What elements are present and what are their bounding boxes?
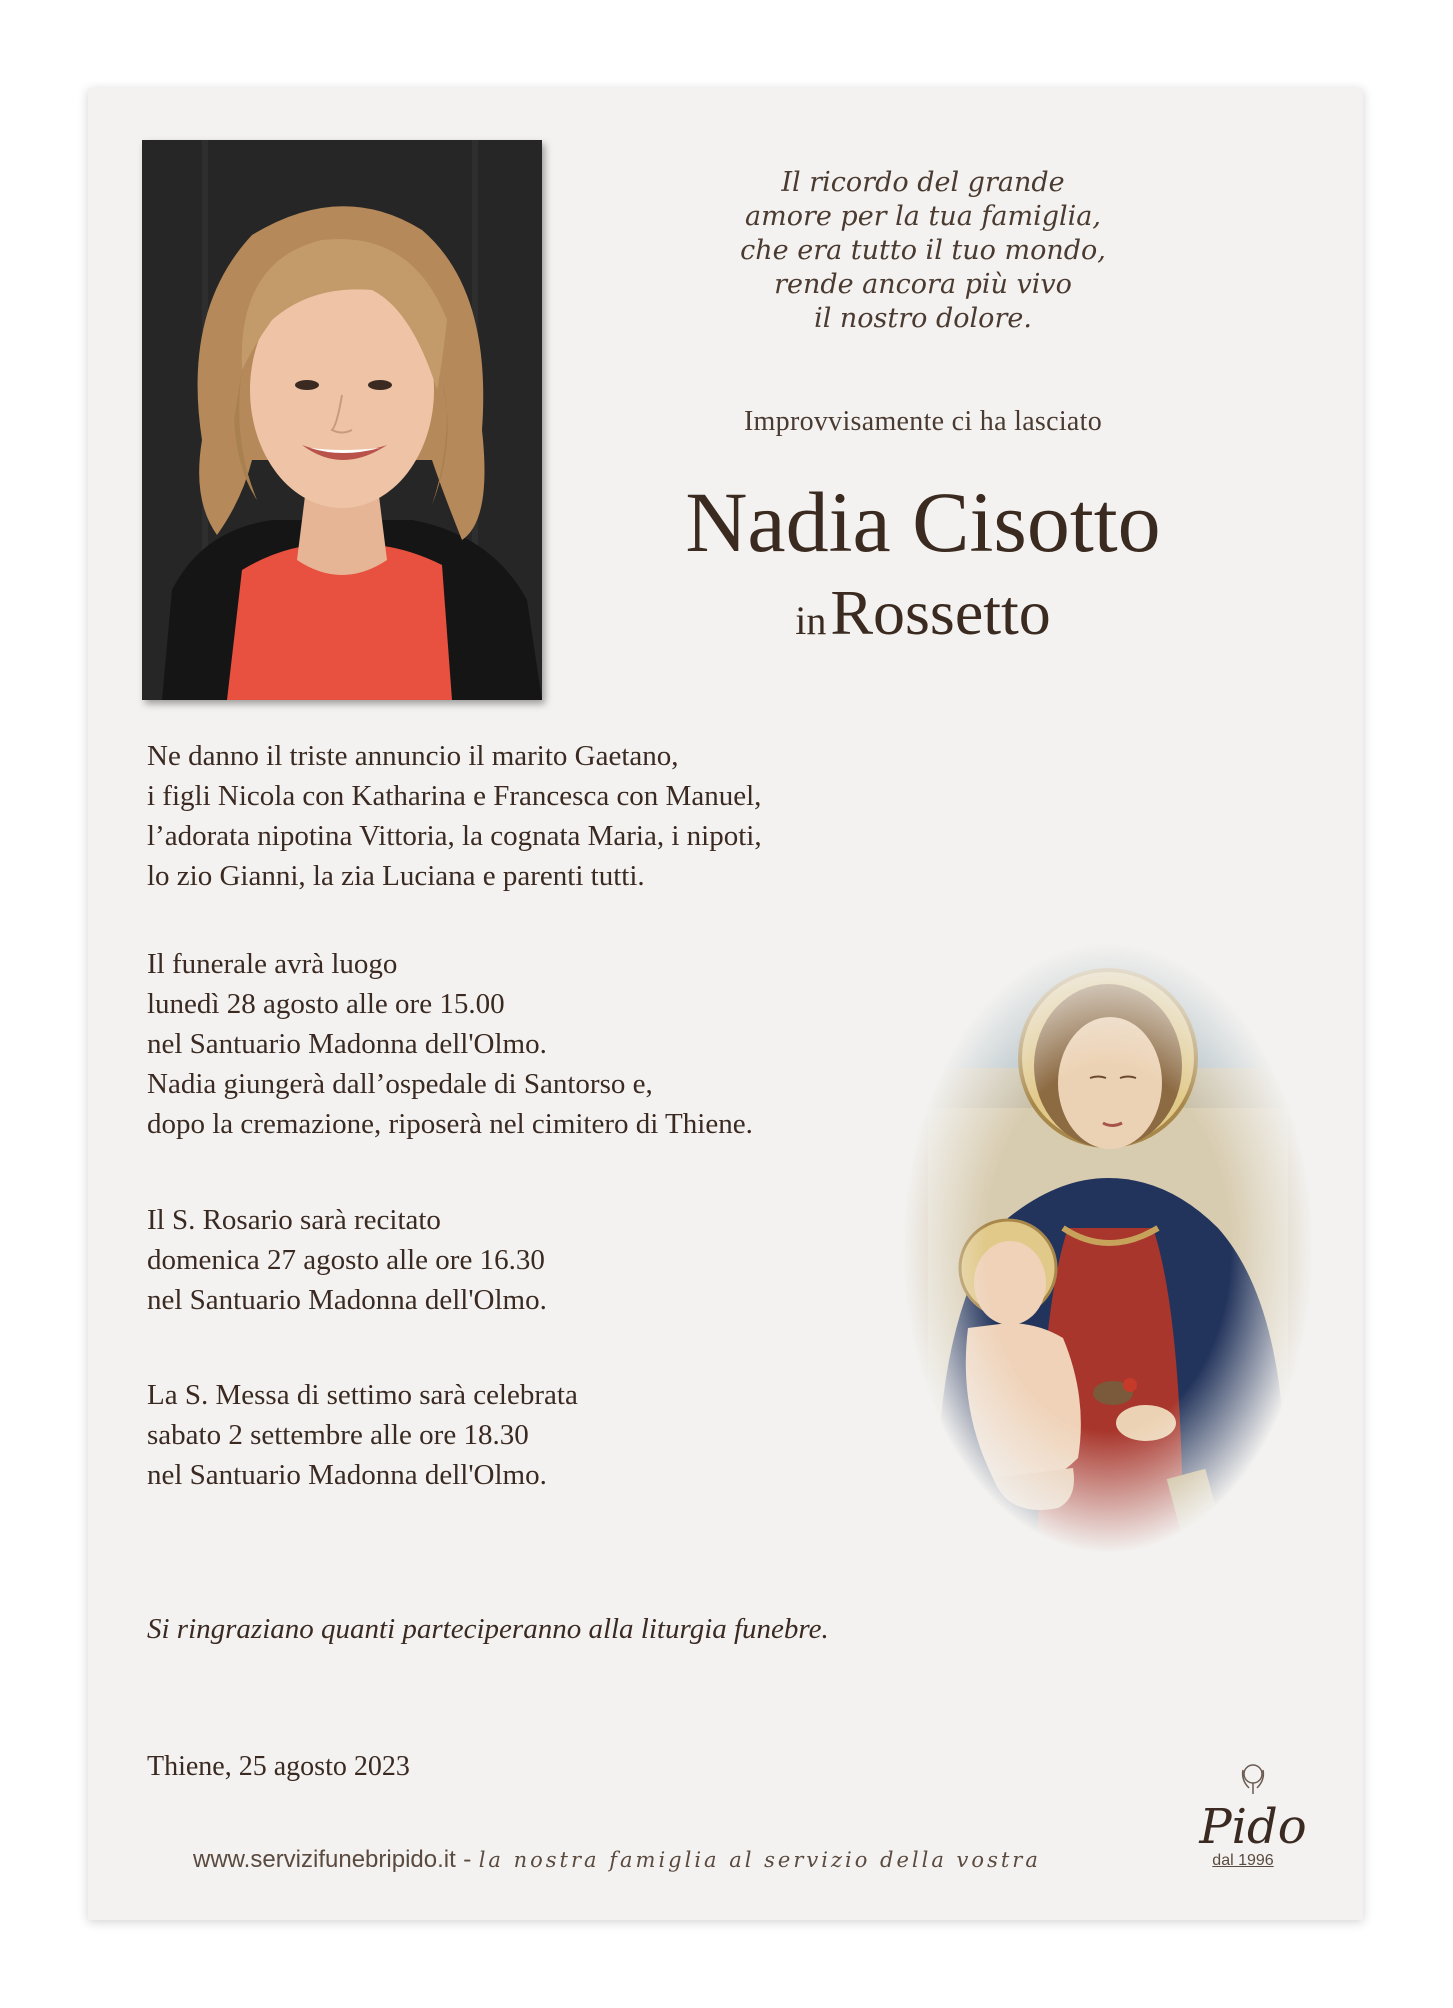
intro-text: Improvvisamente ci ha lasciato — [743, 406, 1103, 437]
funeral-details — [147, 944, 907, 1144]
footer-separator: - — [455, 1847, 479, 1873]
text-line: nel Santuario Madonna dell'Olmo. — [147, 1028, 547, 1060]
poem-line: il nostro dolore. — [814, 303, 1032, 334]
married-surname: Rossetto — [830, 577, 1051, 648]
footer-motto: la nostra famiglia al servizio della vostra — [478, 1848, 1041, 1872]
obituary-card — [88, 88, 1363, 1920]
married-prefix: in — [795, 598, 827, 643]
poem-line: amore per la tua famiglia, — [745, 201, 1101, 232]
text-line: Il S. Rosario sarà recitato — [147, 1204, 441, 1236]
logo-since: dal 1996 — [1212, 1852, 1274, 1869]
text-line: lunedì 28 agosto alle ore 15.00 — [147, 988, 505, 1020]
portrait-illustration — [142, 140, 542, 700]
text-line: nel Santuario Madonna dell'Olmo. — [147, 1284, 547, 1316]
text-line: i figli Nicola con Katharina e Francesca con Manuel, — [147, 780, 762, 812]
logo-brand: Pido — [1199, 1799, 1307, 1855]
text-line: Ne danno il triste annuncio il marito Gaetano, — [147, 740, 679, 772]
madonna-and-child-image — [898, 938, 1318, 1558]
text-line: Il funerale avrà luogo — [147, 948, 398, 980]
rosary-details — [147, 1200, 907, 1320]
text-line: lo zio Gianni, la zia Luciana e parenti tutti. — [147, 860, 645, 892]
text-line: domenica 27 agosto alle ore 16.30 — [147, 1244, 545, 1276]
website-link[interactable]: www.servizifunebripido.it — [193, 1846, 456, 1873]
laurel-icon — [1235, 1760, 1271, 1796]
footer — [193, 1846, 1041, 1874]
madonna-illustration — [898, 938, 1318, 1558]
poem-line: rende ancora più vivo — [774, 269, 1072, 300]
married-name — [558, 576, 1288, 650]
deceased-name: Nadia Cisotto — [685, 474, 1161, 570]
company-logo — [1188, 1760, 1318, 1880]
text-line: La S. Messa di settimo sarà celebrata — [147, 1379, 578, 1411]
thanks-note: Si ringraziano quanti parteciperanno alla liturgia funebre. — [147, 1613, 829, 1645]
family-announcement — [147, 736, 907, 896]
memorial-poem — [688, 166, 1158, 336]
poem-line: Il ricordo del grande — [781, 167, 1065, 198]
text-line: dopo la cremazione, riposerà nel cimitero di Thiene. — [147, 1108, 753, 1140]
place-and-date: Thiene, 25 agosto 2023 — [147, 1751, 410, 1782]
text-line: Nadia giungerà dall’ospedale di Santorso e, — [147, 1068, 653, 1100]
text-line: sabato 2 settembre alle ore 18.30 — [147, 1419, 529, 1451]
deceased-photo — [142, 140, 542, 700]
text-line: nel Santuario Madonna dell'Olmo. — [147, 1459, 547, 1491]
mass-details — [147, 1375, 907, 1495]
poem-line: che era tutto il tuo mondo, — [740, 235, 1106, 266]
text-line: l’adorata nipotina Vittoria, la cognata Maria, i nipoti, — [147, 820, 762, 852]
